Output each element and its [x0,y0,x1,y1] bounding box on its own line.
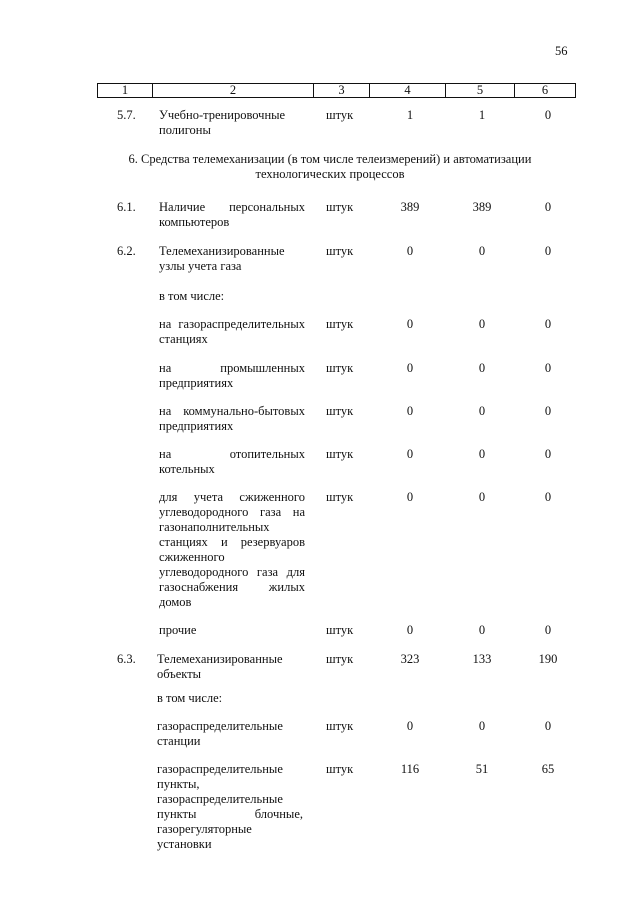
row-value-col6: 0 [544,244,552,258]
row-value-col6: 0 [544,317,552,331]
subheading-including: в том числе: [157,691,223,705]
page-number: 56 [555,44,568,58]
column-header-1: 1 [98,84,153,98]
row-value-col6: 0 [544,490,552,504]
row-value-col4: 389 [400,200,420,214]
row-value-col4: 0 [406,623,414,637]
row-value-col6: 0 [544,108,552,122]
row-value-col6: 65 [541,762,555,776]
column-header-6: 6 [515,84,576,98]
row-description: Телемеханизированные объекты [157,652,283,681]
row-unit: штук [326,623,354,637]
row-value-col5: 0 [478,447,486,461]
row-unit: штук [326,404,354,418]
row-value-col5: 389 [472,200,492,214]
row-unit: штук [326,361,354,375]
row-unit: штук [326,652,354,666]
row-value-col6: 0 [544,200,552,214]
row-value-col5: 0 [478,404,486,418]
row-value-col5: 133 [472,652,492,666]
row-value-col4: 0 [406,447,414,461]
row-description: Наличие персональных компьютеров [159,200,305,229]
section-title: 6. Средства телемеханизации (в том числе телеизмерений) и автоматизации технологических процессов [128,152,532,181]
row-value-col4: 0 [406,490,414,504]
row-value-col6: 0 [544,447,552,461]
row-value-col5: 51 [475,762,489,776]
row-unit: штук [326,719,354,733]
row-description: на газораспределительных станциях [159,317,305,346]
row-value-col5: 0 [478,623,486,637]
column-header-3: 3 [314,84,370,98]
row-value-col4: 0 [406,719,414,733]
row-value-col4: 1 [406,108,414,122]
row-unit: штук [326,490,354,504]
row-value-col5: 0 [478,317,486,331]
subheading-including: в том числе: [159,289,225,303]
row-number: 6.3. [117,652,136,666]
row-unit: штук [326,447,354,461]
row-description: для учета сжиженного углеводородного газа на газонаполнительных станциях и резервуаров сжиженного углеводородного газа для газоснабжения жилых домов [159,490,305,609]
row-description: Телемеханизированные узлы учета газа [159,244,285,273]
row-description: на отопительных котельных [159,447,305,476]
row-value-col6: 190 [538,652,558,666]
row-value-col4: 0 [406,317,414,331]
row-value-col5: 0 [478,490,486,504]
row-value-col5: 0 [478,719,486,733]
row-number: 6.2. [117,244,136,258]
row-unit: штук [326,317,354,331]
column-header-5: 5 [446,84,515,98]
row-value-col6: 0 [544,719,552,733]
column-header-row [98,84,576,98]
column-header-table [97,83,576,98]
row-value-col4: 0 [406,404,414,418]
row-unit: штук [326,108,354,122]
row-description: Учебно-тренировочные полигоны [159,108,286,137]
row-unit: штук [326,244,354,258]
row-value-col6: 0 [544,404,552,418]
row-value-col4: 0 [406,361,414,375]
row-value-col4: 0 [406,244,414,258]
row-value-col5: 0 [478,361,486,375]
row-value-col6: 0 [544,361,552,375]
row-number: 6.1. [117,200,136,214]
row-description: на коммунально-бытовых предприятиях [159,404,305,433]
row-number: 5.7. [117,108,136,122]
row-unit: штук [326,762,354,776]
column-header-4: 4 [370,84,446,98]
row-value-col4: 116 [400,762,420,776]
row-description: газораспределительные пункты, газораспределительные пункты блочные, газорегуляторные установки [157,762,303,851]
row-value-col6: 0 [544,623,552,637]
row-value-col4: 323 [400,652,420,666]
column-header-2: 2 [153,84,314,98]
row-description: газораспределительные станции [157,719,283,748]
row-value-col5: 1 [478,108,486,122]
row-value-col5: 0 [478,244,486,258]
row-unit: штук [326,200,354,214]
row-description: прочие [159,623,197,637]
row-description: на промышленных предприятиях [159,361,305,390]
